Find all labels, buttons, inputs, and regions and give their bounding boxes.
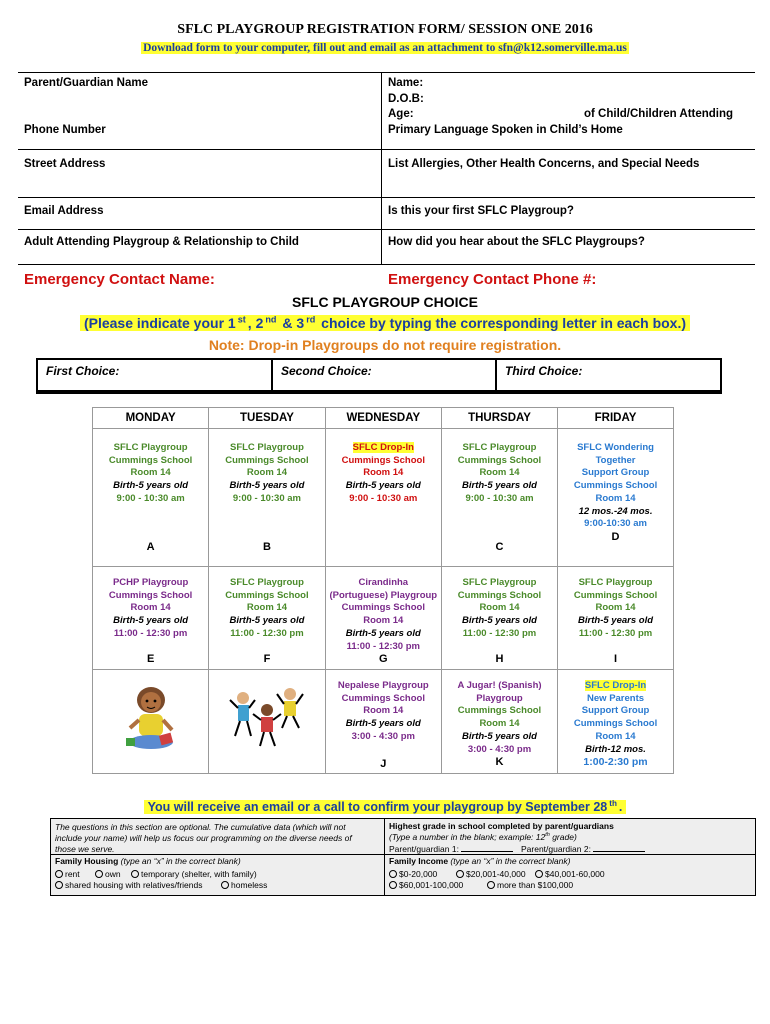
radio-icon [221,881,229,889]
day-header: WEDNESDAY [325,408,441,429]
session-cell: SFLC Playgroup Cummings School Room 14 Birth-5 years old 11:00 - 12:30 pm H [441,567,557,670]
radio-icon [389,870,397,878]
session-letter: G [379,653,388,666]
session-letter: C [495,541,504,553]
drop-in-note: Note: Drop-in Playgroups do not require registration. [208,337,562,353]
session-cell: A Jugar! (Spanish) Playgroup Cummings School Room 14 Birth-5 years old 3:00 - 4:30 pm K [441,670,557,774]
first-choice-input[interactable]: First Choice: [38,360,273,390]
grade-hint: (Type a number in the blank; example: 12th grade) [389,832,577,842]
session-letter: K [495,756,504,769]
session-cell: SFLC Playgroup Cummings School Room 14 Birth-5 years old 9:00 - 10:30 am B [209,429,325,567]
street-address-field[interactable]: Street Address [24,158,106,170]
emergency-contact-name-field[interactable]: Emergency Contact Name: [24,271,215,288]
schedule-row-afternoon [93,670,674,774]
income-40-60k-option[interactable]: $40,001-60,000 [535,869,605,879]
radio-icon [487,881,495,889]
primary-language-field[interactable]: Primary Language Spoken in Child’s Home [388,124,623,136]
child-playing-illustration [116,678,186,758]
housing-shared-option[interactable]: shared housing with relatives/friends [55,880,203,890]
form-title: SFLC PLAYGROUP REGISTRATION FORM/ SESSION ONE 2016 [177,22,593,37]
schedule-row-morning [93,429,674,567]
divider [18,72,755,73]
income-20-40k-option[interactable]: $20,001-40,000 [456,869,526,879]
confirmation-message: You will receive an email or a call to confirm your playgroup by September 28 $^{th}$ . [0,799,770,814]
session-cell: SFLC Drop-In New Parents Support Group Cummings School Room 14 Birth-12 mos. 1:00-2:30 pm [558,670,674,774]
child-age-field[interactable]: Age: [388,108,414,120]
session-letter: F [263,653,271,665]
session-letter: H [495,653,504,665]
session-cell: SFLC Playgroup Cummings School Room 14 Birth-5 years old 9:00 - 10:30 am A [93,429,209,567]
session-letter: D [611,530,620,543]
optional-intro: The questions in this section are optional. The cumulative data (which will not [55,822,346,832]
form-subtitle [0,42,770,54]
housing-temporary-option[interactable]: temporary (shelter, with family) [131,869,257,879]
choice-instruction: (Please indicate your 1 $^{st}$ , 2 $^{nd}$ & 3 $^{rd}$ choice by typing the corresponding letter in each box.) [0,314,770,331]
grade-label: Highest grade in school completed by parent/guardians [389,821,614,831]
illustration-cell [93,670,209,774]
parent1-grade-field[interactable]: Parent/guardian 1: [389,844,513,854]
session-cell: SFLC Playgroup Cummings School Room 14 Birth-5 years old 11:00 - 12:30 pm I [558,567,674,670]
choice-box [36,358,722,394]
choice-title: SFLC PLAYGROUP CHOICE [292,294,478,310]
jumping-kids-illustration [227,684,307,754]
housing-label: Family Housing (type an “x” in the correct blank) [55,856,241,866]
divider [18,197,755,198]
optional-intro: those we serve. [55,844,115,854]
housing-own-option[interactable]: own [95,869,121,879]
housing-homeless-option[interactable]: homeless [221,880,267,890]
schedule-header-row [93,408,674,429]
illustration-cell [209,670,325,774]
subtitle-text: Download form to your computer, fill out and email as an attachment to sfn@k12.somerville.ma.us [143,42,627,54]
day-header: MONDAY [93,408,209,429]
third-choice-input[interactable]: Third Choice: [505,364,583,378]
email-address-field[interactable]: Email Address [24,205,104,217]
phone-field[interactable]: Phone Number [24,124,106,136]
column-divider [384,819,385,895]
parent2-grade-field[interactable]: Parent/guardian 2: [521,844,645,854]
divider [18,264,755,265]
first-playgroup-field[interactable]: Is this your first SFLC Playgroup? [388,205,574,217]
income-0-20k-option[interactable]: $0-20,000 [389,869,437,879]
session-letter: A [146,541,155,553]
day-header: TUESDAY [209,408,325,429]
session-letter: I [614,653,618,665]
optional-section [50,818,756,896]
optional-intro: include your name) will help us focus our programming on the diverse needs of [55,833,352,843]
child-attending-label: of Child/Children Attending [584,108,734,120]
radio-icon [535,870,543,878]
hear-about-field[interactable]: How did you hear about the SFLC Playgroups? [388,236,645,248]
divider [18,229,755,230]
radio-icon [389,881,397,889]
session-cell: SFLC Wondering Together Support Group Cummings School Room 14 12 mos.-24 mos. 9:00-10:30 am D [558,429,674,567]
radio-icon [55,881,63,889]
schedule-row-midday [93,567,674,670]
child-dob-field[interactable]: D.O.B: [388,93,424,105]
radio-icon [131,870,139,878]
housing-rent-option[interactable]: rent [55,869,80,879]
parent-name-field[interactable]: Parent/Guardian Name [24,77,148,89]
column-divider [381,72,382,264]
child-name-field[interactable]: Name: [388,77,424,89]
income-label: Family Income (type an “x” in the correct blank) [389,856,571,866]
schedule-table [92,407,674,774]
session-cell: SFLC Playgroup Cummings School Room 14 Birth-5 years old 11:00 - 12:30 pm F [209,567,325,670]
radio-icon [95,870,103,878]
income-over-100k-option[interactable]: more than $100,000 [487,880,573,890]
radio-icon [55,870,63,878]
income-60-100k-option[interactable]: $60,001-100,000 [389,880,463,890]
session-cell: Nepalese Playgroup Cummings School Room 14 Birth-5 years old 3:00 - 4:30 pm J [325,670,441,774]
emergency-contact-phone-field[interactable]: Emergency Contact Phone #: [388,271,597,288]
radio-icon [456,870,464,878]
day-header: FRIDAY [558,408,674,429]
allergies-field[interactable]: List Allergies, Other Health Concerns, and Special Needs [388,158,700,170]
divider [51,854,755,855]
divider [18,149,755,150]
day-header: THURSDAY [441,408,557,429]
session-cell: Cirandinha (Portuguese) Playgroup Cummings School Room 14 Birth-5 years old 11:00 - 12:30 pm G [325,567,441,670]
session-letter: J [380,758,387,770]
adult-attending-field[interactable]: Adult Attending Playgroup & Relationship to Child [24,236,299,248]
session-cell: PCHP Playgroup Cummings School Room 14 Birth-5 years old 11:00 - 12:30 pm E [93,567,209,670]
session-letter: B [262,541,271,553]
session-cell: SFLC Drop-In Cummings School Room 14 Birth-5 years old 9:00 - 10:30 am [325,429,441,567]
session-cell: SFLC Playgroup Cummings School Room 14 Birth-5 years old 9:00 - 10:30 am C [441,429,557,567]
second-choice-input[interactable]: Second Choice: [273,360,497,390]
session-letter: E [146,653,155,665]
